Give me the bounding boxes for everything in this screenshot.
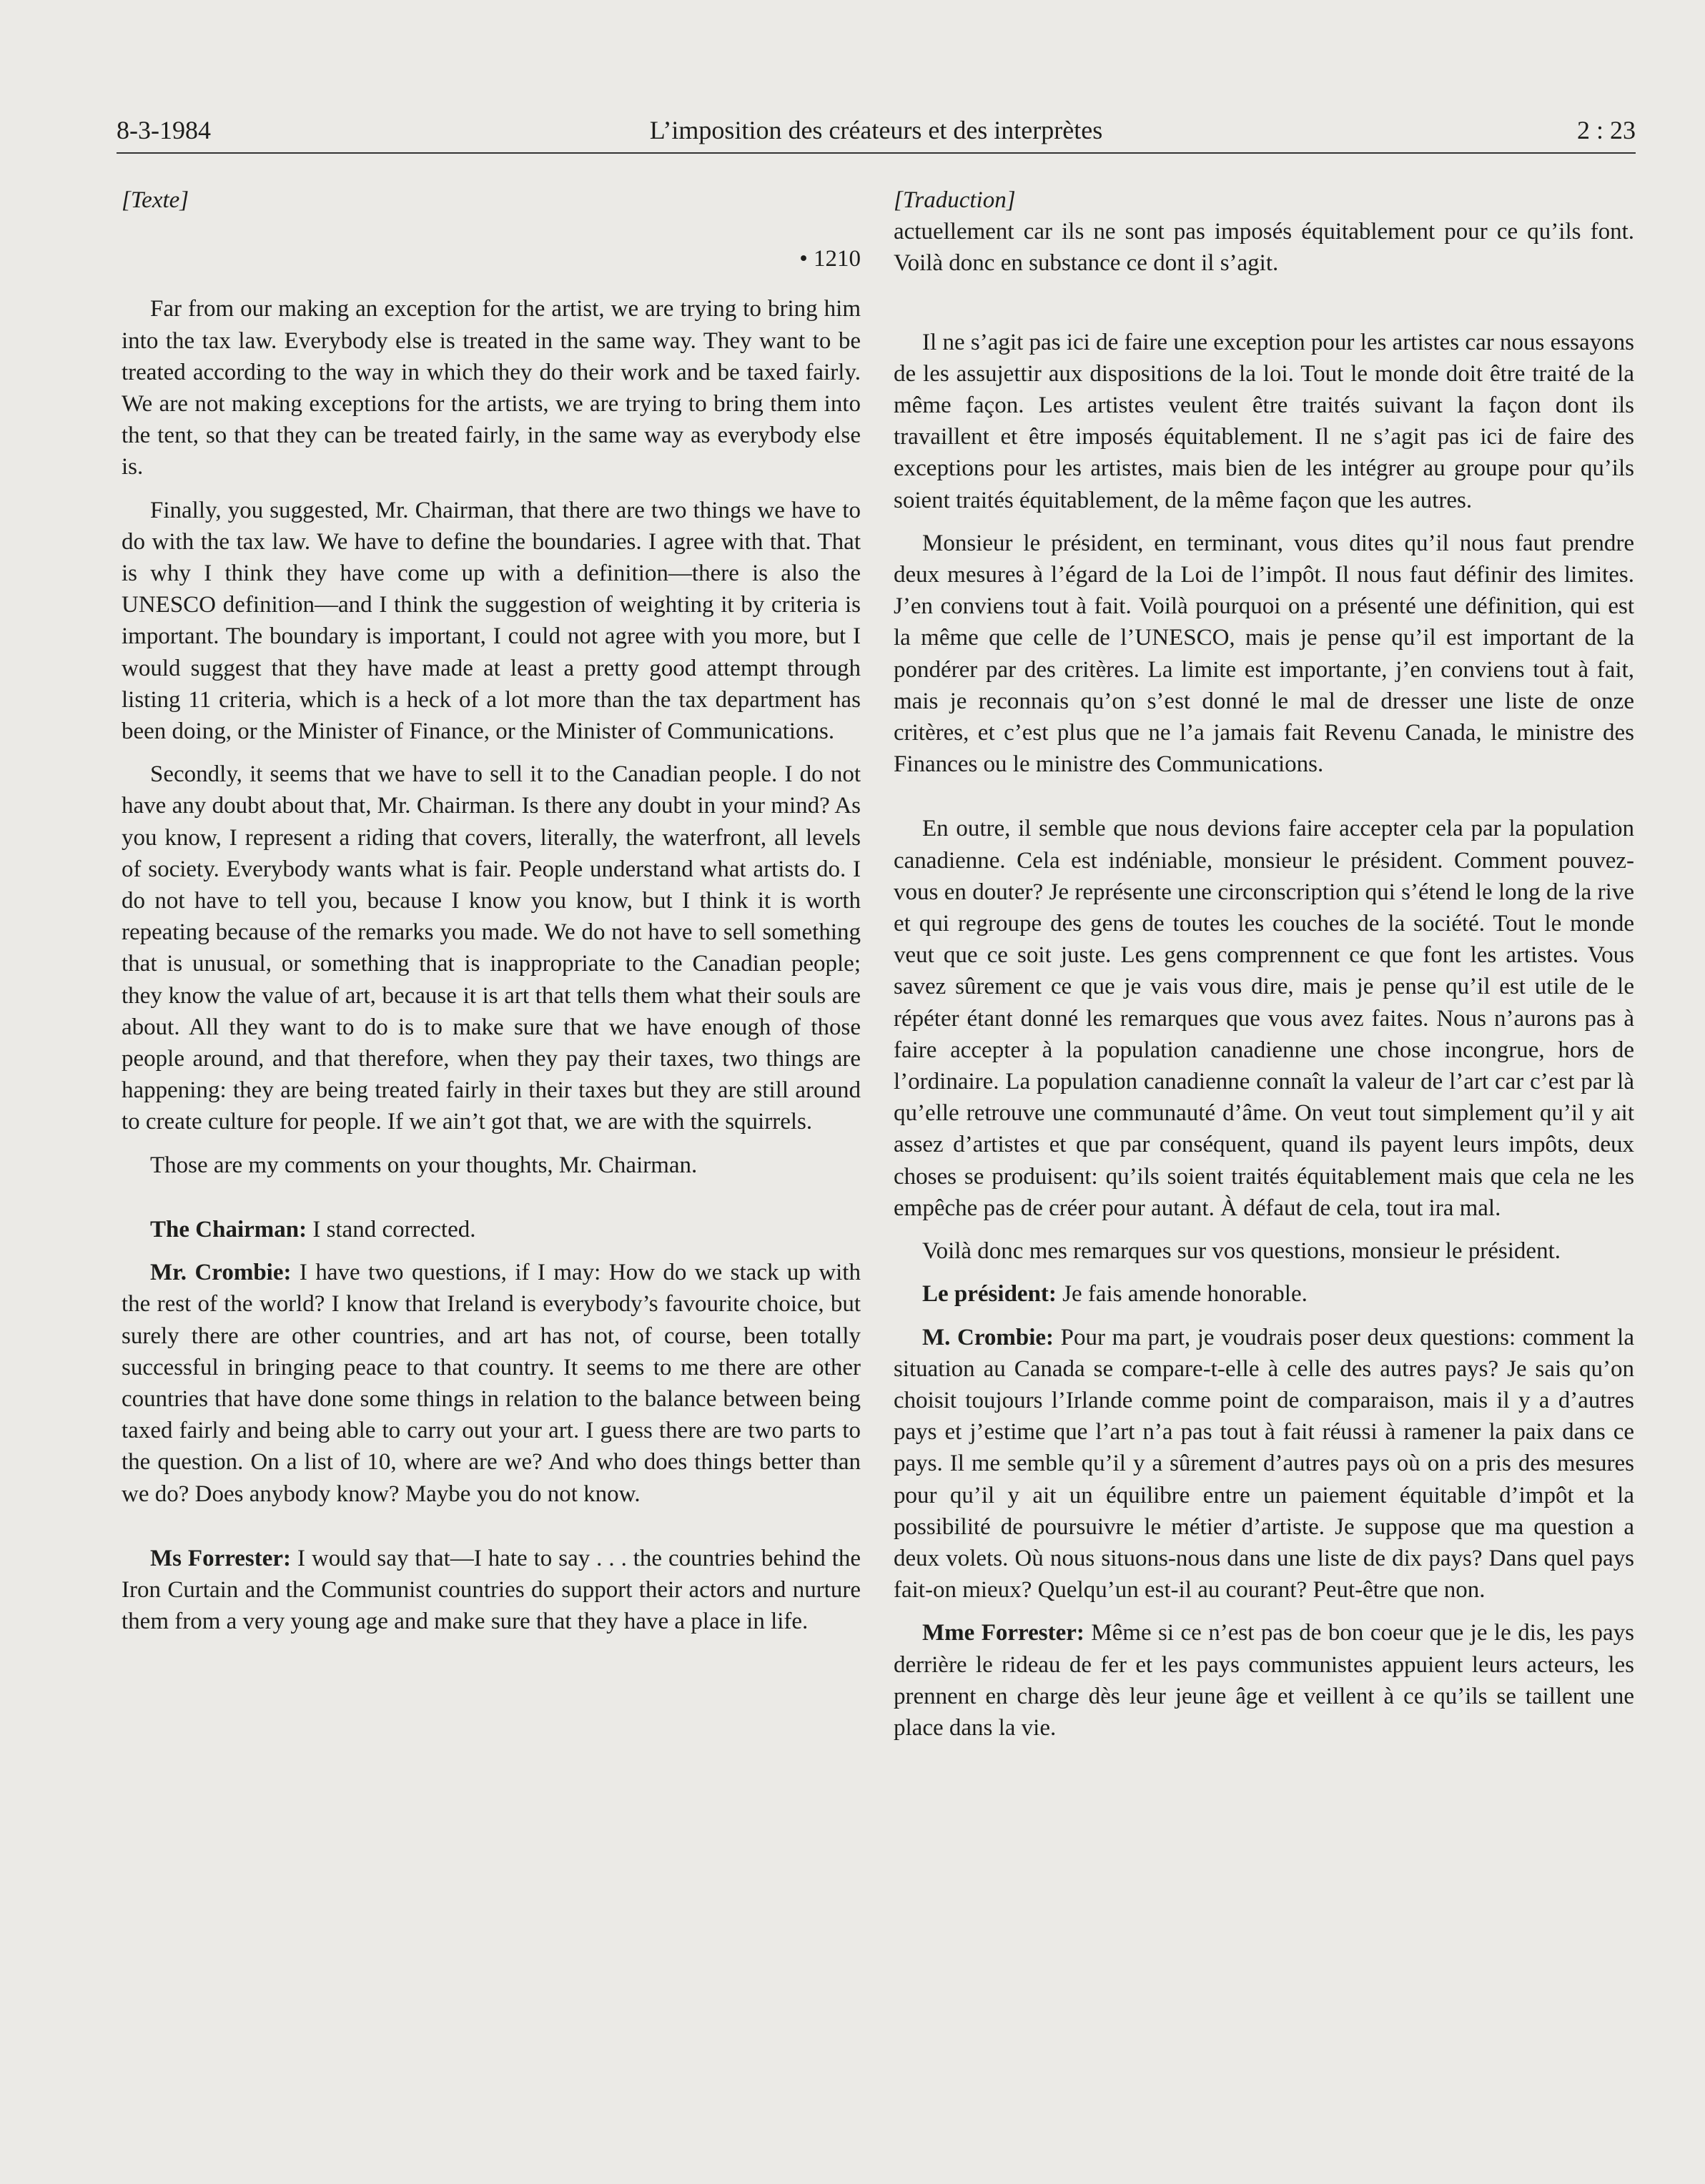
speaker-name: The Chairman: xyxy=(150,1216,307,1242)
column-label-traduction: [Traduction] xyxy=(894,187,1016,213)
paragraph: Finally, you suggested, Mr. Chairman, that there are two things we have to do with the tax law. We have to define the boundaries. I agree with that. That is why I think they have come up with a definition—there is also the UNESCO definition—and I think the suggestion of weighting it by criteria is important. The boundary is important, I could not agree with you more, but I would suggest that they have made at least a pretty good attempt through listing 11 criteria, which is a heck of a lot more than the tax department has been doing, or the Minister of Finance, or the Minister of Communications. xyxy=(122,497,861,745)
speech-text: I stand corrected. xyxy=(307,1216,476,1242)
speech-text: I have two questions, if I may: How do we stack up with the rest of the world? I know that Ireland is everybody’s favourite choice, but surely there are other countries, and art has not, of course, been totally successful in bringing peace to that country. It seems to me there are other countries that have done some things in relation to the balance between being taxed fairly and being able to carry out your art. I guess there are two parts to the question. On a list of 10, where are we? And who does things better than we do? Does anybody know? Maybe you do not know. xyxy=(122,1260,861,1507)
paragraph: Monsieur le président, en terminant, vous dites qu’il nous faut prendre deux mesures à l’égard de la Loi de l’impôt. Il nous faut définir des limites. J’en conviens tout à fait. Voilà pourquoi on a présenté une définition, qui est la même que celle de l’UNESCO, mais je pense qu’il est important de la pondérer par des critères. La limite est importante, j’en conviens tout à fait, mais je reconnais qu’on s’est donné le mal de dresser une liste de onze critères, et c’est plus que ne l’a jamais fait Revenu Canada, le ministre des Finances ou le ministre des Communications. xyxy=(894,530,1634,778)
speaker-name: Mr. Crombie: xyxy=(150,1260,292,1286)
time-marker: • 1210 xyxy=(799,246,861,272)
header-title: L’imposition des créateurs et des interprètes xyxy=(649,116,1103,144)
speaker-name: Le président: xyxy=(922,1281,1057,1308)
speech-forrester xyxy=(122,1543,861,1638)
speech-crombie xyxy=(894,1322,1634,1606)
paragraph: Voilà donc mes remarques sur vos questions, monsieur le président. xyxy=(922,1238,1561,1265)
paragraph: Those are my comments on your thoughts, Mr. Chairman. xyxy=(150,1152,698,1178)
paragraph: Il ne s’agit pas ici de faire une exception pour les artistes car nous essayons de les assujettir aux dispositions de la loi. Tout le monde doit être traité de la même façon. Les artistes veulent être traités suivant la façon dont ils travaillent et être imposés équitablement. Il ne s’agit pas ici de faire des exceptions pour les artistes, mais bien de les intégrer au groupe pour qu’ils soient traités équitablement, de la même façon que les autres. xyxy=(894,329,1634,513)
speaker-name: Ms Forrester: xyxy=(150,1545,292,1571)
speech-chairman xyxy=(894,1278,1634,1310)
speech-text: Même si ce n’est pas de bon coeur que je le dis, les pays derrière le rideau de fer et les pays communistes appuient leurs acteurs, les prennent en charge dès leur jeune âge et veillent à ce qu’ils se taillent une place dans la vie. xyxy=(894,1620,1634,1741)
header-page-number: 2 : 23 xyxy=(1576,116,1636,144)
speech-chairman xyxy=(122,1214,861,1245)
speech-crombie xyxy=(122,1257,861,1510)
speech-text: I would say that—I hate to say . . . the countries behind the Iron Curtain and the Communist countries do support their actors and nurture them from a very young age and make sure that they have a place in life. xyxy=(122,1545,861,1635)
speech-forrester xyxy=(894,1617,1634,1744)
column-label-texte: [Texte] xyxy=(122,187,189,213)
speaker-name: M. Crombie: xyxy=(922,1324,1054,1350)
header-date: 8-3-1984 xyxy=(117,116,211,144)
french-column xyxy=(894,184,1634,1755)
paragraph: actuellement car ils ne sont pas imposés équitablement pour ce qu’ils font. Voilà donc en substance ce dont il s’agit. xyxy=(894,219,1634,277)
speech-text: Pour ma part, je voudrais poser deux questions: comment la situation au Canada se compare-t-elle à celle des autres pays? Je sais qu’on choisit toujours l’Irlande comme point de comparaison, mais il y a d’autres pays et j’estime que l’art n’a pas tout à fait réussi à ramener la paix dans ce pays. Il me semble qu’il y a sûrement d’autres pays où on a pris des mesures pour qu’il y ait un équilibre entre un paiement équitable d’impôt et la possibilité de poursuivre le métier d’artiste. Je suppose que ma question a deux volets. Où nous situons-nous dans une liste de dix pays? Dans quel pays fait-on mieux? Quelqu’un est-il au courant? Peut-être que non. xyxy=(894,1324,1634,1604)
paragraph: En outre, il semble que nous devions faire accepter cela par la population canadienne. Cela est indéniable, monsieur le président. Comment pouvez-vous en douter? Je représente une circonscription qui s’étend le long de la rive et qui regroupe des gens de toutes les couches de la société. Tout le monde veut que ce soit juste. Les gens comprennent ce que font les artistes. Vous savez sûrement ce que je vais vous dire, mais je pense qu’il est utile de le répéter étant donné les remarques que vous avez faites. Nous n’aurons pas à faire accepter à la population canadienne une chose incongrue, hors de l’ordinaire. La population canadienne connaît la valeur de l’art car c’est par là qu’elle retrouve une communauté d’âme. On veut tout simplement qu’il y ait assez d’artistes et que par conséquent, quand ils payent leurs impôts, deux choses se produisent: qu’ils soient traités équitablement mais que cela ne les empêche pas de créer pour autant. À défaut de cela, tout ira mal. xyxy=(894,816,1634,1221)
paragraph: Far from our making an exception for the artist, we are trying to bring him into the tax law. Everybody else is treated in the same way. They want to be treated according to the way in which they do their work and be taxed fairly. We are not making exceptions for the artists, we are trying to bring them into the tent, so that they can be treated fairly, in the same way as everybody else is. xyxy=(122,296,861,480)
english-column xyxy=(122,184,861,1649)
paragraph: Secondly, it seems that we have to sell it to the Canadian people. I do not have any doubt about that, Mr. Chairman. Is there any doubt in your mind? As you know, I represent a riding that covers, literally, the waterfront, all levels of society. Everybody wants what is fair. People understand what artists do. I do not have to tell you, because I know you know, but I think it is worth repeating because of the remarks you made. We do not have to sell something that is unusual, or something that is inappropriate to the Canadian people; they know the value of art, because it is art that tells them what their souls are about. All they want to do is to make sure that we have enough of those people around, and that therefore, when they pay their taxes, two things are happening: they are being treated fairly in their taxes but they are still around to create culture for people. If we ain’t got that, we are with the squirrels. xyxy=(122,761,861,1135)
speech-text: Je fais amende honorable. xyxy=(1056,1281,1308,1308)
page-header xyxy=(117,109,1636,154)
speaker-name: Mme Forrester: xyxy=(922,1620,1084,1646)
